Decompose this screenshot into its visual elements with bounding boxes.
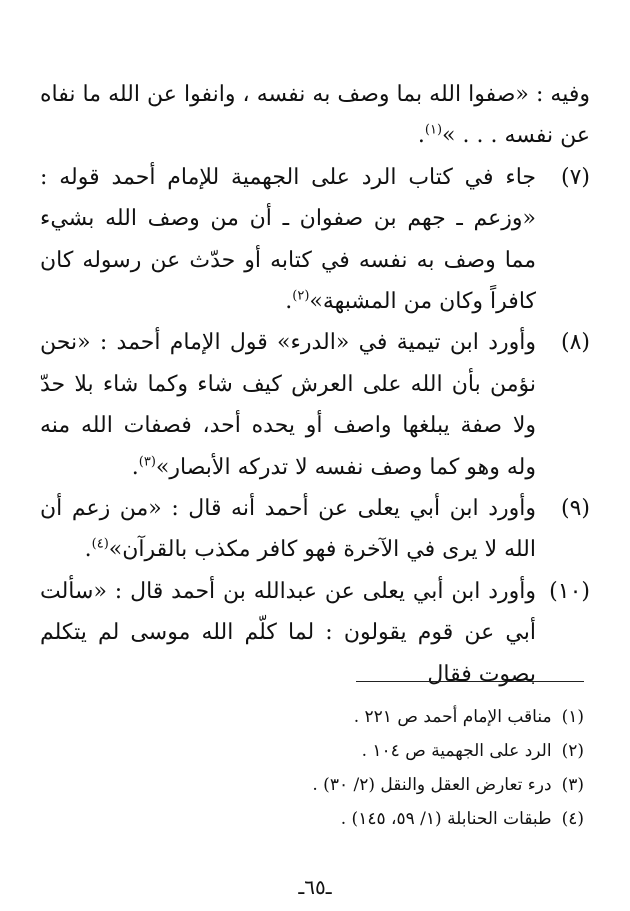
footnote-reference: (٤) xyxy=(91,537,109,553)
footnote-reference: (٢) xyxy=(292,288,310,304)
paragraph-number: (٩) xyxy=(560,496,590,522)
footnote-reference: (٣) xyxy=(138,454,156,470)
main-text xyxy=(40,74,590,695)
footnote-number: (٣) xyxy=(561,775,584,795)
footnote-text: الرد على الجهمية ص ١٠٤ . xyxy=(361,741,552,761)
footnote-2 xyxy=(60,734,584,768)
paragraph-text: وأورد ابن أبي يعلى عن أحمد أنه قال : «من زعم أن الله لا يرى في الآخرة فهو كافر مكذب بالقرآن» xyxy=(40,496,536,563)
footnote-divider xyxy=(356,681,584,682)
paragraph-text: جاء في كتاب الرد على الجهمية للإمام أحمد قوله : «وزعم ـ جهم بن صفوان ـ أن من وصف الله بشيء مما وصف به نفسه في كتابه أو حدّث عن رسوله كان كافراً وكان من المشبهة» xyxy=(40,164,536,315)
footnote-1 xyxy=(60,700,584,734)
footnote-reference: (١) xyxy=(424,123,443,139)
footnote-number: (٢) xyxy=(561,741,584,761)
page-number: ـ٦٥ـ xyxy=(298,875,332,899)
footnote-text: مناقب الإمام أحمد ص ٢٢١ . xyxy=(353,707,552,727)
footnote-text: درء تعارض العقل والنقل (٢/ ٣٠) . xyxy=(312,775,552,795)
footnote-4 xyxy=(60,802,584,836)
footnote-text: طبقات الحنابلة (١/ ٥٩، ١٤٥) . xyxy=(340,809,552,829)
paragraph-number: (١٠) xyxy=(549,578,590,604)
paragraph-8 xyxy=(40,322,590,488)
paragraph-9 xyxy=(40,488,590,571)
footnote-number: (٤) xyxy=(561,809,584,829)
paragraph-number: (٨) xyxy=(560,330,590,356)
paragraph-end: . xyxy=(285,289,293,315)
paragraph-10 xyxy=(40,571,590,695)
footnotes xyxy=(60,700,584,836)
paragraph-end: . xyxy=(84,537,92,563)
paragraph-number: (٧) xyxy=(560,164,590,190)
footnote-number: (١) xyxy=(561,707,584,727)
footnote-3 xyxy=(60,768,584,802)
paragraph-end: . xyxy=(131,454,139,480)
paragraph-continuation xyxy=(40,74,590,157)
paragraph-text: وفيه : «صفوا الله بما وصف به نفسه ، وانفوا عن الله ما نفاه عن نفسه . . . » xyxy=(40,82,590,149)
paragraph-text: وأورد ابن تيمية في «الدرء» قول الإمام أحمد : «نحن نؤمن بأن الله على العرش كيف شاء وكما شاء بلا حدّ ولا صفة يبلغها واصف أو يحده أحد، فصفات الله منه وله وهو كما وصف نفسه لا تدركه الأبصار» xyxy=(40,330,536,480)
paragraph-7 xyxy=(40,157,590,323)
paragraph-end: . xyxy=(417,123,425,149)
paragraph-text: وأورد ابن أبي يعلى عن عبدالله بن أحمد قال : «سألت أبي عن قوم يقولون : لما كلّم الله موسى لم يتكلم بصوت فقال xyxy=(40,578,536,687)
